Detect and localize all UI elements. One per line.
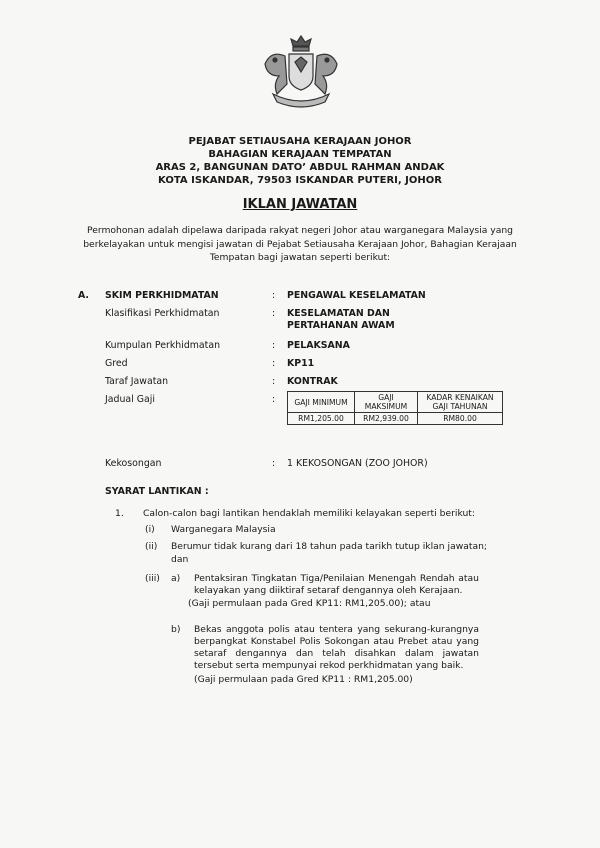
item-i-text: Warganegara Malaysia: [171, 524, 276, 535]
header-division: BAHAGIAN KERAJAAN TEMPATAN: [208, 149, 392, 160]
header-address-1: ARAS 2, BANGUNAN DATO’ ABDUL RAHMAN ANDAK: [155, 162, 445, 173]
salary-max-value: RM2,939.00: [355, 413, 418, 425]
colon: :: [272, 358, 276, 369]
syarat-heading: SYARAT LANTIKAN :: [105, 486, 209, 497]
item-i-number: (i): [145, 524, 155, 535]
section-marker: A.: [78, 290, 89, 301]
header-office: PEJABAT SETIAUSAHA KERAJAAN JOHOR: [188, 136, 412, 147]
item-a-salary: (Gaji permulaan pada Gred KP11: RM1,205.00); atau: [188, 598, 431, 609]
kekosongan-value: 1 KEKOSONGAN (ZOO JOHOR): [287, 458, 428, 469]
skim-value: PENGAWAL KESELAMATAN: [287, 290, 426, 301]
salary-header-min: GAJI MINIMUM: [288, 392, 355, 413]
item-b-number: b): [171, 624, 181, 635]
item-ii-text-line1: Berumur tidak kurang dari 18 tahun pada tarikh tutup iklan jawatan;: [171, 541, 488, 552]
klasifikasi-label: Klasifikasi Perkhidmatan: [105, 308, 220, 319]
colon: :: [272, 340, 276, 351]
salary-table: [287, 391, 503, 425]
item-a-number: a): [171, 573, 181, 584]
kekosongan-label: Kekosongan: [105, 458, 162, 469]
intro-paragraph: Permohonan adalah dipelawa daripada rakyat negeri Johor atau warganegara Malaysia yang berkelayakan untuk mengisi jawatan di Pejabat Setiausaha Kerajaan Johor, Bahagian Kerajaan Tempatan bagi jawatan seperti berikut:: [83, 225, 517, 263]
colon: :: [272, 290, 276, 301]
item-b-salary: (Gaji permulaan pada Gred KP11 : RM1,205.00): [194, 674, 413, 685]
skim-label: SKIM PERKHIDMATAN: [105, 290, 219, 301]
colon: :: [272, 458, 276, 469]
kumpulan-value: PELAKSANA: [287, 340, 350, 351]
salary-min-value: RM1,205.00: [288, 413, 355, 425]
header-address-2: KOTA ISKANDAR, 79503 ISKANDAR PUTERI, JOHOR: [158, 175, 442, 186]
table-row: [288, 413, 503, 425]
taraf-label: Taraf Jawatan: [105, 376, 169, 387]
colon: :: [272, 308, 276, 319]
colon: :: [272, 394, 276, 405]
table-row: [288, 392, 503, 413]
item-ii-number: (ii): [145, 541, 158, 552]
page-title: IKLAN JAWATAN: [242, 197, 358, 212]
klasifikasi-value: KESELAMATAN DAN PERTAHANAN AWAM: [287, 308, 395, 331]
johor-crest-icon: [255, 32, 347, 112]
item-ii-text-line2: dan: [171, 554, 189, 565]
item-iii-number: (iii): [145, 573, 160, 584]
kumpulan-label: Kumpulan Perkhidmatan: [105, 340, 221, 351]
item-1-number: 1.: [115, 508, 124, 519]
salary-increment-value: RM80.00: [418, 413, 503, 425]
item-a-text: Pentaksiran Tingkatan Tiga/Penilaian Menengah Rendah atau kelayakan yang diiktiraf setaraf dengannya oleh Kerajaan.: [194, 573, 479, 596]
item-b-text: Bekas anggota polis atau tentera yang sekurang-kurangnya berpangkat Konstabel Polis Sokongan atau Prebet atau yang setaraf dengannya dan telah disahkan dalam jawatan tersebut serta mempunyai rekod perkhidmatan yang baik.: [194, 624, 479, 671]
taraf-value: KONTRAK: [287, 376, 338, 387]
colon: :: [272, 376, 276, 387]
jadual-label: Jadual Gaji: [105, 394, 155, 405]
item-1-text: Calon-calon bagi lantikan hendaklah memiliki kelayakan seperti berikut:: [143, 508, 476, 519]
gred-label: Gred: [105, 358, 128, 369]
gred-value: KP11: [287, 358, 315, 369]
salary-header-increment: KADAR KENAIKAN GAJI TAHUNAN: [418, 392, 503, 413]
salary-header-max: GAJI MAKSIMUM: [355, 392, 418, 413]
